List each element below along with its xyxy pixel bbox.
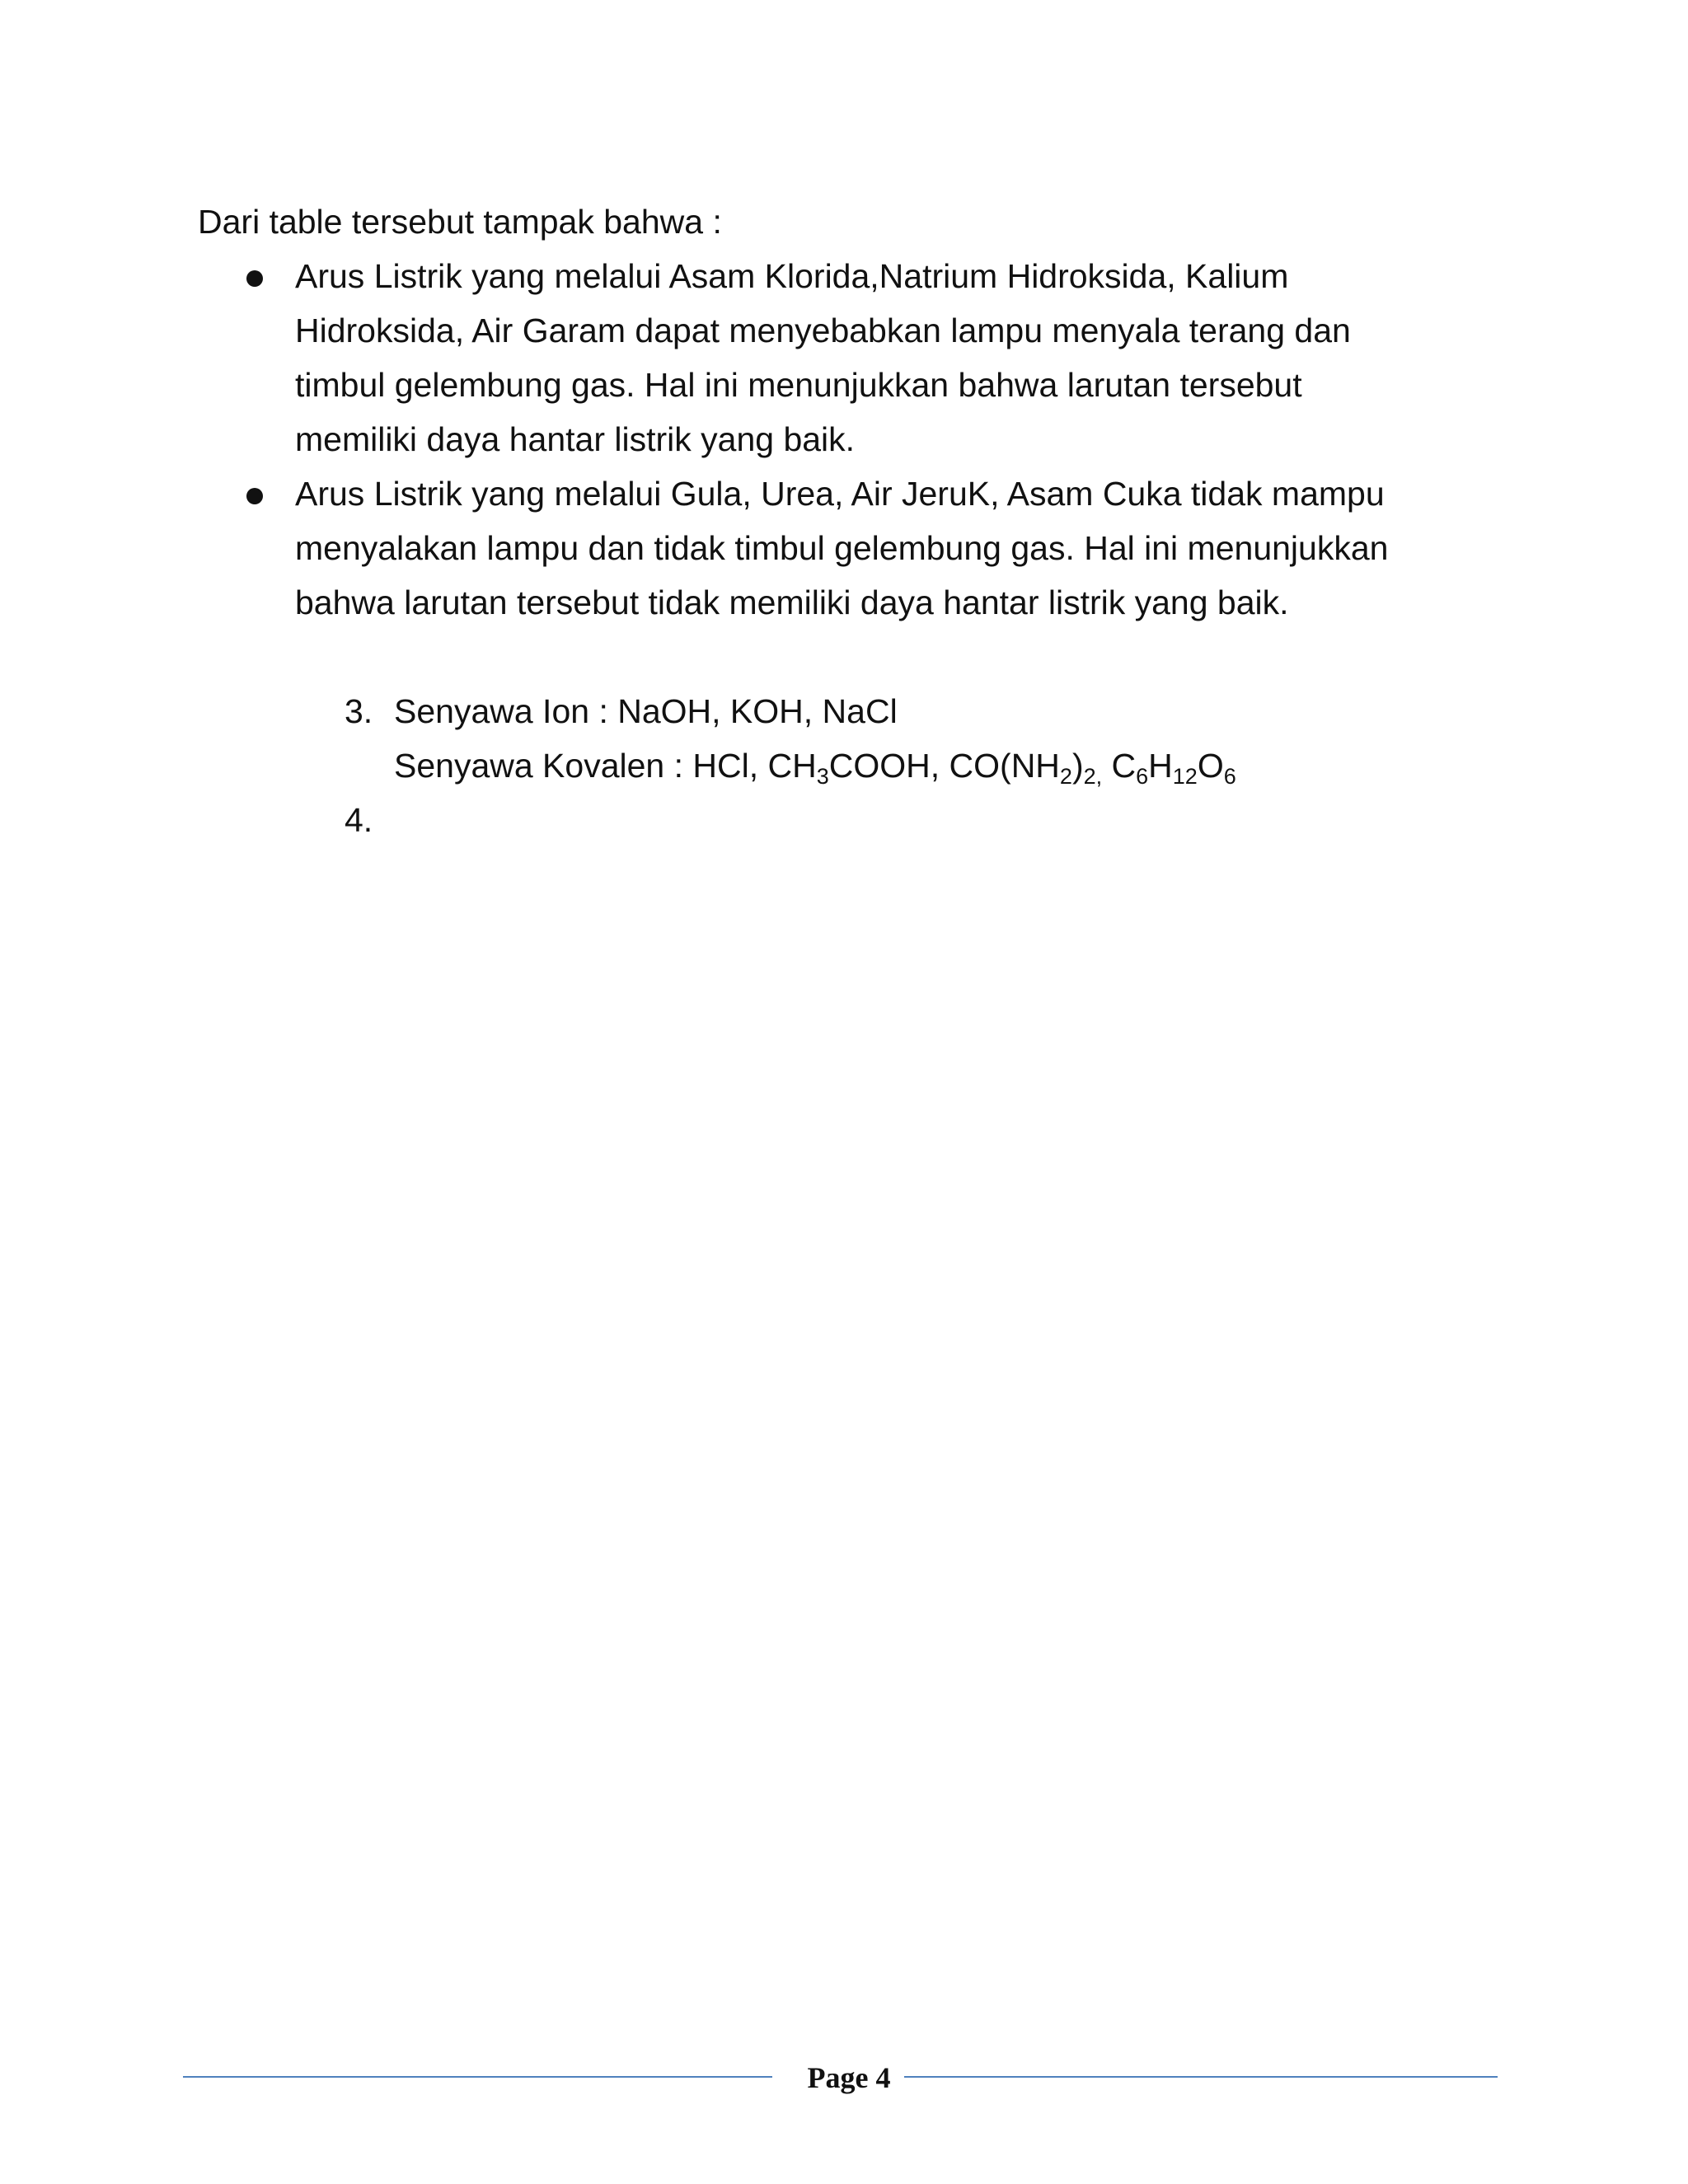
- covalent-compounds-text: Senyawa Kovalen : HCl, $CH_3COOH$, $CO(NH_2)_{2,}$ $C_6H_{12}O_6$: [394, 747, 1236, 789]
- bullet-1-line-2: Hidroksida, Air Garam dapat menyebabkan lampu menyala terang dan: [295, 312, 1351, 349]
- ionic-compounds-text: Senyawa Ion : NaOH, KOH, NaCl: [394, 692, 898, 730]
- bullet-2-line-2: menyalakan lampu dan tidak timbul gelembung gas. Hal ini menunjukkan: [295, 529, 1389, 567]
- footer-rule-left: [183, 2076, 772, 2078]
- bullet-1-line-1: Arus Listrik yang melalui Asam Klorida,Natrium Hidroksida, Kalium: [295, 257, 1289, 295]
- bullet-icon: [246, 270, 263, 287]
- list-number-3: 3.: [345, 692, 373, 730]
- footer-rule-right: [904, 2076, 1498, 2078]
- bullet-2-line-3: bahwa larutan tersebut tidak memiliki daya hantar listrik yang baik.: [295, 583, 1289, 621]
- list-number-4: 4.: [345, 801, 373, 839]
- bullet-2-line-1: Arus Listrik yang melalui Gula, Urea, Air JeruK, Asam Cuka tidak mampu: [295, 475, 1385, 513]
- bullet-icon: [246, 488, 263, 504]
- bullet-1-line-3: timbul gelembung gas. Hal ini menunjukkan bahwa larutan tersebut: [295, 366, 1302, 404]
- intro-text: Dari table tersebut tampak bahwa :: [198, 203, 722, 241]
- page-number: Page 4: [807, 2061, 891, 2094]
- bullet-1-line-4: memiliki daya hantar listrik yang baik.: [295, 420, 856, 458]
